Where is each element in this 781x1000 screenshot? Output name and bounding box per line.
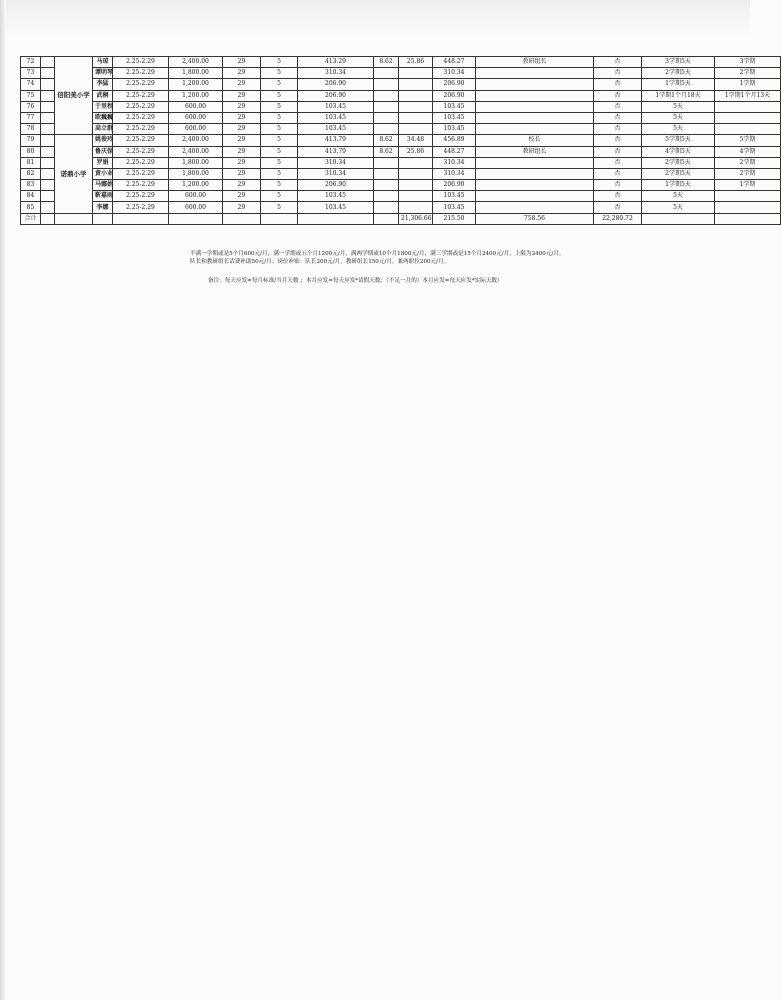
spacer-cell — [41, 79, 55, 90]
tenure-cell: 3学期5天 — [642, 57, 715, 68]
actual-days: 5 — [261, 112, 298, 123]
role-cell — [476, 180, 594, 191]
staff-name: 欧巍巍 — [93, 112, 113, 123]
staff-name: 李娜 — [93, 202, 113, 213]
month-days: 29 — [223, 202, 261, 213]
tenure-cell-2 — [715, 101, 781, 112]
spacer-cell — [261, 213, 298, 224]
monthly-standard: 1,200.00 — [169, 180, 223, 191]
spacer-cell — [113, 213, 169, 224]
tenure-cell-2: 5学期 — [715, 135, 781, 146]
period-cell: 2.25-2.29 — [113, 124, 169, 135]
month-days: 29 — [223, 157, 261, 168]
actual-days: 5 — [261, 68, 298, 79]
row-total: 103.45 — [433, 101, 476, 112]
spacer-cell — [41, 213, 55, 224]
actual-days: 5 — [261, 146, 298, 157]
actual-days: 5 — [261, 202, 298, 213]
tenure-cell: 5天 — [642, 112, 715, 123]
staff-name: 马琼 — [93, 57, 113, 68]
extra-allowance-2 — [399, 112, 433, 123]
period-cell: 2.25-2.29 — [113, 202, 169, 213]
extra-allowance-2 — [399, 202, 433, 213]
flag-cell: 否 — [594, 79, 642, 90]
pay-amount: 103.45 — [298, 101, 374, 112]
tenure-cell-2 — [715, 202, 781, 213]
monthly-standard: 2,400.00 — [169, 146, 223, 157]
actual-days: 5 — [261, 90, 298, 101]
extra-allowance-1 — [374, 191, 399, 202]
spacer-cell — [223, 213, 261, 224]
pay-amount: 103.45 — [298, 112, 374, 123]
tenure-cell-2: 2学期 — [715, 157, 781, 168]
table-row — [21, 168, 781, 179]
actual-days: 5 — [261, 157, 298, 168]
tenure-cell: 4学期5天 — [642, 146, 715, 157]
period-cell: 2.25-2.29 — [113, 168, 169, 179]
period-cell: 2.25-2.29 — [113, 79, 169, 90]
monthly-standard: 1,800.00 — [169, 168, 223, 179]
tenure-cell: 1学期5天 — [642, 79, 715, 90]
tenure-cell: 5学期5天 — [642, 135, 715, 146]
flag-cell: 否 — [594, 90, 642, 101]
row-number: 79 — [21, 135, 41, 146]
month-days: 29 — [223, 146, 261, 157]
staff-name: 谭明琴 — [93, 68, 113, 79]
spacer-cell — [169, 213, 223, 224]
row-total: 456.89 — [433, 135, 476, 146]
month-days: 29 — [223, 124, 261, 135]
period-cell: 2.25-2.29 — [113, 57, 169, 68]
extra-allowance-1: 8.62 — [374, 146, 399, 157]
table-row — [21, 202, 781, 213]
pay-amount: 310.34 — [298, 68, 374, 79]
period-cell: 2.25-2.29 — [113, 180, 169, 191]
row-total: 206.90 — [433, 79, 476, 90]
extra-allowance-2 — [399, 68, 433, 79]
spacer-cell — [41, 57, 55, 68]
staff-name: 鲁庆保 — [93, 146, 113, 157]
extra-allowance-1 — [374, 180, 399, 191]
period-cell: 2.25-2.29 — [113, 90, 169, 101]
month-days: 29 — [223, 101, 261, 112]
extra-allowance-2 — [399, 180, 433, 191]
totals-total: 22,280.72 — [594, 213, 642, 224]
pay-amount: 413.79 — [298, 135, 374, 146]
flag-cell: 否 — [594, 157, 642, 168]
row-number: 78 — [21, 124, 41, 135]
extra-allowance-2 — [399, 124, 433, 135]
extra-allowance-2 — [399, 101, 433, 112]
table-row — [21, 191, 781, 202]
tenure-cell: 5天 — [642, 202, 715, 213]
row-total: 448.27 — [433, 146, 476, 157]
staff-name: 靳嘉雨 — [93, 191, 113, 202]
role-cell — [476, 124, 594, 135]
tenure-cell-2: 2学期 — [715, 68, 781, 79]
staff-name: 姚俊玲 — [93, 135, 113, 146]
staff-name: 罗娟 — [93, 157, 113, 168]
spacer-cell — [41, 135, 55, 146]
flag-cell: 否 — [594, 168, 642, 179]
school-name: 信阳美小学 — [55, 57, 93, 135]
row-total: 310.34 — [433, 68, 476, 79]
tenure-cell-2: 2学期 — [715, 168, 781, 179]
tenure-cell-2 — [715, 124, 781, 135]
tenure-cell: 5天 — [642, 191, 715, 202]
totals-label: 合计 — [21, 213, 41, 224]
tenure-cell-2 — [715, 112, 781, 123]
flag-cell: 否 — [594, 57, 642, 68]
extra-allowance-2: 34.48 — [399, 135, 433, 146]
flag-cell: 否 — [594, 180, 642, 191]
tenure-cell: 1学期1个月18天 — [642, 90, 715, 101]
row-total: 206.90 — [433, 180, 476, 191]
extra-allowance-1 — [374, 112, 399, 123]
note-subsidy-rule: 队长和教研组长话费补助50元/月；岗位补贴：队长200元/月，教研组长150元/月，兼两职位200元/月。 — [190, 259, 450, 265]
role-cell — [476, 79, 594, 90]
monthly-standard: 2,400.00 — [169, 57, 223, 68]
month-days: 29 — [223, 57, 261, 68]
spacer-cell — [93, 213, 113, 224]
tenure-cell: 5天 — [642, 124, 715, 135]
row-total: 103.45 — [433, 191, 476, 202]
extra-allowance-1 — [374, 168, 399, 179]
flag-cell: 否 — [594, 101, 642, 112]
table-row — [21, 57, 781, 68]
actual-days: 5 — [261, 180, 298, 191]
row-total: 448.27 — [433, 57, 476, 68]
role-cell — [476, 191, 594, 202]
spacer-cell — [642, 213, 715, 224]
role-cell — [476, 202, 594, 213]
tenure-cell: 2学期5天 — [642, 68, 715, 79]
extra-allowance-1 — [374, 157, 399, 168]
row-number: 77 — [21, 112, 41, 123]
extra-allowance-2 — [399, 79, 433, 90]
period-cell: 2.25-2.29 — [113, 101, 169, 112]
spacer-cell — [298, 213, 374, 224]
totals-extra1: 215.50 — [433, 213, 476, 224]
tenure-cell-2: 1学期 — [715, 79, 781, 90]
monthly-standard: 600.00 — [169, 124, 223, 135]
row-number: 83 — [21, 180, 41, 191]
row-number: 82 — [21, 168, 41, 179]
month-days: 29 — [223, 79, 261, 90]
staff-name: 武桐 — [93, 90, 113, 101]
pay-amount: 206.90 — [298, 79, 374, 90]
extra-allowance-1: 8.62 — [374, 57, 399, 68]
pay-amount: 310.34 — [298, 157, 374, 168]
role-cell — [476, 157, 594, 168]
flag-cell: 否 — [594, 191, 642, 202]
row-number: 81 — [21, 157, 41, 168]
spacer-cell — [41, 112, 55, 123]
row-number: 75 — [21, 90, 41, 101]
pay-amount: 103.45 — [298, 202, 374, 213]
table-row — [21, 90, 781, 101]
spacer-cell — [41, 146, 55, 157]
table-row — [21, 79, 781, 90]
staff-name: 于里程 — [93, 101, 113, 112]
row-number: 84 — [21, 191, 41, 202]
row-total: 310.34 — [433, 157, 476, 168]
table-row — [21, 135, 781, 146]
pay-amount: 413.79 — [298, 146, 374, 157]
extra-allowance-1 — [374, 202, 399, 213]
actual-days: 5 — [261, 168, 298, 179]
spacer-cell — [41, 90, 55, 101]
actual-days: 5 — [261, 101, 298, 112]
monthly-standard: 600.00 — [169, 202, 223, 213]
spacer-cell — [715, 213, 781, 224]
flag-cell: 否 — [594, 124, 642, 135]
month-days: 29 — [223, 191, 261, 202]
period-cell: 2.25-2.29 — [113, 68, 169, 79]
actual-days: 5 — [261, 124, 298, 135]
pay-amount: 413.29 — [298, 57, 374, 68]
monthly-standard: 600.00 — [169, 191, 223, 202]
monthly-standard: 1,800.00 — [169, 68, 223, 79]
extra-allowance-2 — [399, 191, 433, 202]
pay-amount: 206.90 — [298, 90, 374, 101]
row-number: 72 — [21, 57, 41, 68]
tenure-cell-2: 4学期 — [715, 146, 781, 157]
role-cell: 教研组长 — [476, 57, 594, 68]
spacer-cell — [41, 202, 55, 213]
extra-allowance-1 — [374, 90, 399, 101]
tenure-cell: 2学期5天 — [642, 157, 715, 168]
month-days: 29 — [223, 90, 261, 101]
row-total: 103.45 — [433, 112, 476, 123]
totals-row — [21, 213, 781, 224]
role-cell — [476, 90, 594, 101]
extra-allowance-2 — [399, 168, 433, 179]
month-days: 29 — [223, 135, 261, 146]
flag-cell: 否 — [594, 112, 642, 123]
payroll-table — [20, 56, 781, 225]
extra-allowance-2 — [399, 90, 433, 101]
table-row — [21, 180, 781, 191]
row-number: 76 — [21, 101, 41, 112]
extra-allowance-1 — [374, 101, 399, 112]
role-cell — [476, 68, 594, 79]
monthly-standard: 600.00 — [169, 101, 223, 112]
row-total: 206.90 — [433, 90, 476, 101]
spacer-cell — [41, 68, 55, 79]
actual-days: 5 — [261, 79, 298, 90]
period-cell: 2.25-2.29 — [113, 135, 169, 146]
spacer-cell — [41, 124, 55, 135]
monthly-standard: 2,400.00 — [169, 135, 223, 146]
period-cell: 2.25-2.29 — [113, 146, 169, 157]
staff-name: 黄小业 — [93, 168, 113, 179]
row-number: 74 — [21, 79, 41, 90]
tenure-cell-2: 1学期1个月13天 — [715, 90, 781, 101]
tenure-cell: 1学期5天 — [642, 180, 715, 191]
period-cell: 2.25-2.29 — [113, 112, 169, 123]
note-remark: 备注：每天应发=每月标准/当月天数 ；本月应发=每天应发*请假天数；（不足一月的）本月应发=每天应发*实际天数） — [208, 278, 503, 284]
period-cell: 2.25-2.29 — [113, 157, 169, 168]
extra-allowance-2: 25.86 — [399, 57, 433, 68]
spacer-cell — [41, 157, 55, 168]
scan-left-shadow — [0, 0, 6, 1000]
pay-amount: 206.90 — [298, 180, 374, 191]
spacer-cell — [374, 213, 399, 224]
table-row — [21, 112, 781, 123]
spacer-cell — [41, 191, 55, 202]
extra-allowance-1 — [374, 79, 399, 90]
table-row — [21, 146, 781, 157]
monthly-standard: 600.00 — [169, 112, 223, 123]
tenure-cell-2 — [715, 191, 781, 202]
actual-days: 5 — [261, 135, 298, 146]
spacer-cell — [41, 101, 55, 112]
flag-cell: 否 — [594, 202, 642, 213]
extra-allowance-2 — [399, 157, 433, 168]
row-number: 73 — [21, 68, 41, 79]
flag-cell: 否 — [594, 146, 642, 157]
extra-allowance-1: 8.62 — [374, 135, 399, 146]
pay-amount: 103.45 — [298, 191, 374, 202]
table-row — [21, 124, 781, 135]
monthly-standard: 1,800.00 — [169, 157, 223, 168]
role-cell — [476, 112, 594, 123]
extra-allowance-2: 25.86 — [399, 146, 433, 157]
pay-amount: 103.45 — [298, 124, 374, 135]
table-row — [21, 101, 781, 112]
staff-name: 李猛 — [93, 79, 113, 90]
month-days: 29 — [223, 68, 261, 79]
spacer-cell — [41, 168, 55, 179]
spacer-cell — [41, 180, 55, 191]
role-cell — [476, 101, 594, 112]
tenure-cell-2: 1学期 — [715, 180, 781, 191]
row-total: 310.34 — [433, 168, 476, 179]
totals-pay: 21,306.66 — [399, 213, 433, 224]
monthly-standard: 1,200.00 — [169, 90, 223, 101]
extra-allowance-1 — [374, 124, 399, 135]
period-cell: 2.25-2.29 — [113, 191, 169, 202]
role-cell: 教研组长 — [476, 146, 594, 157]
pay-amount: 310.34 — [298, 168, 374, 179]
table-row — [21, 157, 781, 168]
extra-allowance-1 — [374, 68, 399, 79]
role-cell: 校长 — [476, 135, 594, 146]
flag-cell: 否 — [594, 68, 642, 79]
month-days: 29 — [223, 168, 261, 179]
role-cell — [476, 168, 594, 179]
table-row — [21, 68, 781, 79]
row-total: 103.45 — [433, 124, 476, 135]
school-name: 诺鼎小学 — [55, 135, 93, 213]
tenure-cell-2: 3学期 — [715, 57, 781, 68]
note-allowance-rule: 不满一学期或是5个月600元/月，满一学期或五个月1200元/月，满两学期或10个月1800元/月，满三学期或是15个月2400元/月，上限为2400元/月。 — [190, 251, 565, 257]
month-days: 29 — [223, 112, 261, 123]
staff-name: 马娜娟 — [93, 180, 113, 191]
scan-top-shadow — [0, 0, 750, 36]
actual-days: 5 — [261, 57, 298, 68]
flag-cell: 否 — [594, 135, 642, 146]
row-total: 103.45 — [433, 202, 476, 213]
row-number: 85 — [21, 202, 41, 213]
tenure-cell: 2学期5天 — [642, 168, 715, 179]
spacer-cell — [55, 213, 93, 224]
totals-extra2: 758.56 — [476, 213, 594, 224]
row-number: 80 — [21, 146, 41, 157]
staff-name: 高立群 — [93, 124, 113, 135]
month-days: 29 — [223, 180, 261, 191]
tenure-cell: 5天 — [642, 101, 715, 112]
actual-days: 5 — [261, 191, 298, 202]
monthly-standard: 1,200.00 — [169, 79, 223, 90]
